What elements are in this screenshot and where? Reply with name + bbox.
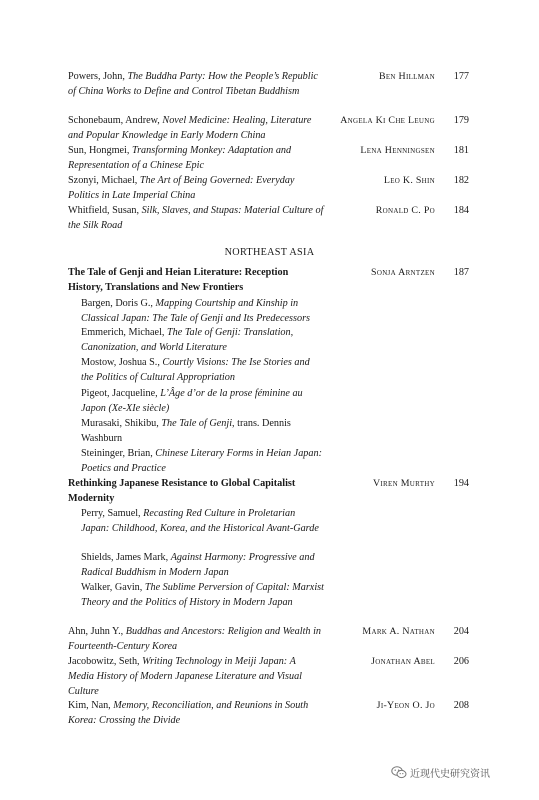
reviewer-name: Mark A. Nathan: [362, 626, 435, 637]
entry-citation: [81, 296, 324, 326]
entry-citation: [81, 580, 324, 610]
entry-citation: [68, 698, 324, 728]
reviewer-name: Ji-Yeon O. Jo: [376, 700, 435, 711]
translator-note: , trans. Dennis Washburn: [81, 418, 291, 444]
entry-citation: [68, 69, 324, 99]
entry-citation: [68, 476, 324, 506]
page-number: 187: [453, 267, 469, 278]
reviewer-name: Viren Murthy: [372, 478, 435, 489]
author: Bargen, Doris G.,: [81, 298, 156, 309]
author: Walker, Gavin,: [81, 582, 145, 593]
entry-citation: [81, 325, 324, 355]
entry-citation: [81, 355, 324, 385]
book-title: Memory, Reconciliation, and Reunions in South Korea: Crossing the Divide: [68, 700, 309, 726]
book-title: Novel Medicine: Healing, Literature and Popular Knowledge in Early Modern China: [68, 115, 312, 141]
page-number: 179: [453, 115, 469, 126]
reviewer-name: Leo K. Shin: [383, 175, 435, 186]
entry-citation: [81, 386, 324, 416]
author: Pigeot, Jacqueline,: [81, 388, 161, 399]
book-title: The Sublime Perversion of Capital: Marxist Theory and the Politics of History in Modern Japan: [81, 582, 324, 608]
author: Ahn, Juhn Y.,: [68, 626, 126, 637]
page-number: 204: [453, 626, 469, 637]
topic-heading: The Tale of Genji and Heian Literature: Reception History, Translations and New Frontiers: [68, 267, 289, 293]
reviewer-name: Ben Hillman: [378, 71, 435, 82]
entry-citation: [68, 654, 324, 699]
watermark: [391, 764, 490, 780]
author: Jacobowitz, Seth,: [68, 656, 143, 667]
book-title: Silk, Slaves, and Stupas: Material Culture of the Silk Road: [68, 205, 324, 231]
author: Kim, Nan,: [68, 700, 114, 711]
wechat-icon: [391, 766, 407, 779]
author: Whitfield, Susan,: [68, 205, 142, 216]
entry-citation: [68, 143, 324, 173]
page-number: 181: [453, 145, 469, 156]
author: Emmerich, Michael,: [81, 327, 167, 338]
entry-citation: [68, 113, 324, 143]
book-title: The Tale of Genji: [161, 418, 233, 429]
book-title: Buddhas and Ancestors: Religion and Wealth in Fourteenth-Century Korea: [68, 626, 321, 652]
book-title: The Tale of Genji: Translation, Canonization, and World Literature: [81, 327, 294, 353]
reviewer-name: Jonathan Abel: [371, 656, 435, 667]
reviewer-name: Lena Henningsen: [360, 145, 435, 156]
entry-citation: [81, 416, 324, 446]
page-number: 184: [453, 205, 469, 216]
page-number: 208: [453, 700, 469, 711]
author: Murasaki, Shikibu,: [81, 418, 162, 429]
book-title: Courtly Visions: The Ise Stories and the Politics of Cultural Appropriation: [81, 357, 310, 383]
author: Powers, John,: [68, 71, 128, 82]
page-number: 194: [453, 478, 469, 489]
entry-citation: [68, 265, 324, 295]
section-heading: NORTHEAST ASIA: [224, 247, 315, 258]
reviewer-name: Ronald C. Po: [375, 205, 435, 216]
book-title: The Buddha Party: How the People’s Republic of China Works to Define and Control Tibetan Buddhism: [68, 71, 318, 97]
book-title: L’Âge d’or de la prose féminine au Japon (Xe-XIe siècle): [81, 388, 303, 414]
page-number: 182: [453, 175, 469, 186]
book-title: Against Harmony: Progressive and Radical Buddhism in Modern Japan: [81, 552, 315, 578]
page-number: 177: [453, 71, 469, 82]
author: Perry, Samuel,: [81, 508, 144, 519]
entry-citation: [81, 446, 324, 476]
reviewer-name: Angela Ki Che Leung: [340, 115, 435, 126]
author: Sun, Hongmei,: [68, 145, 132, 156]
entry-citation: [81, 506, 324, 536]
entry-citation: [68, 203, 324, 233]
watermark-text: 近现代史研究资讯: [410, 768, 490, 780]
author: Mostow, Joshua S.,: [81, 357, 163, 368]
book-title: Chinese Literary Forms in Heian Japan: Poetics and Practice: [81, 448, 322, 474]
reviewer-name: Sonja Arntzen: [371, 267, 435, 278]
topic-heading: Rethinking Japanese Resistance to Global Capitalist Modernity: [68, 478, 296, 504]
book-title: Recasting Red Culture in Proletarian Japan: Childhood, Korea, and the Historical Avant-Garde: [81, 508, 319, 534]
book-title: The Art of Being Governed: Everyday Politics in Late Imperial China: [68, 175, 295, 201]
page-number: 206: [453, 656, 469, 667]
book-title: Transforming Monkey: Adaptation and Representation of a Chinese Epic: [68, 145, 292, 171]
entry-citation: [68, 624, 324, 654]
book-title: Mapping Courtship and Kinship in Classical Japan: The Tale of Genji and Its Predecessors: [81, 298, 311, 324]
book-title: Writing Technology in Meiji Japan: A Media History of Modern Japanese Literature and Visual Culture: [68, 656, 302, 697]
author: Szonyi, Michael,: [68, 175, 140, 186]
entry-citation: [68, 173, 324, 203]
entry-citation: [81, 550, 324, 580]
author: Schonebaum, Andrew,: [68, 115, 163, 126]
author: Shields, James Mark,: [81, 552, 171, 563]
author: Steininger, Brian,: [81, 448, 156, 459]
